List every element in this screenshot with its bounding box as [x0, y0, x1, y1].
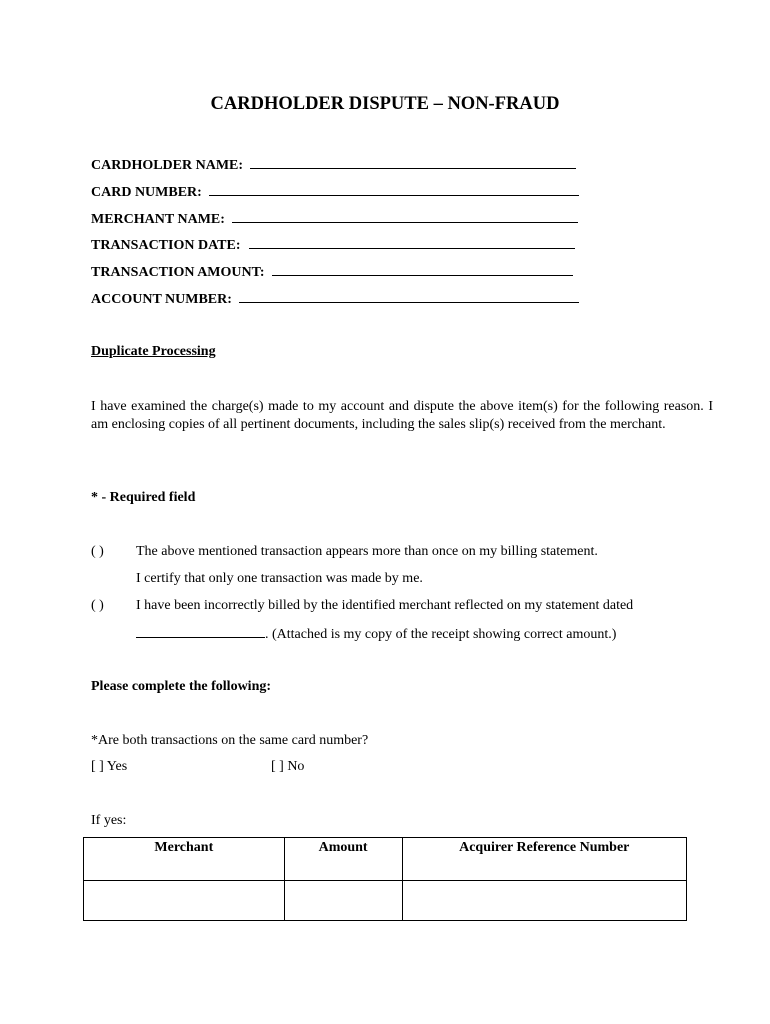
cardholder-name-label: CARDHOLDER NAME:: [91, 158, 244, 173]
complete-following-heading: Please complete the following:: [91, 679, 272, 694]
transaction-amount-row: [91, 263, 573, 281]
account-number-field[interactable]: [239, 290, 579, 303]
reference-table: [83, 837, 687, 921]
option-2-date-row: [136, 625, 616, 643]
statement-date-field[interactable]: [136, 625, 265, 638]
merchant-cell[interactable]: [84, 881, 285, 921]
acquirer-reference-column-header: Acquirer Reference Number: [402, 838, 687, 881]
card-number-label: CARD NUMBER:: [91, 185, 202, 200]
transaction-amount-field[interactable]: [272, 263, 573, 276]
page-title: CARDHOLDER DISPUTE – NON-FRAUD: [210, 94, 560, 114]
yes-checkbox[interactable]: [ ] Yes: [91, 759, 128, 774]
merchant-column-header: Merchant: [84, 838, 285, 881]
account-number-row: [91, 290, 579, 308]
merchant-name-row: [91, 210, 578, 228]
table-header-row: [84, 838, 687, 881]
same-card-question: *Are both transactions on the same card number?: [91, 733, 369, 748]
option-2-radio[interactable]: ( ): [91, 598, 104, 613]
card-number-field[interactable]: [209, 183, 579, 196]
option-2-text: I have been incorrectly billed by the identified merchant reflected on my statement dated: [136, 598, 634, 613]
cardholder-name-row: [91, 156, 576, 174]
account-number-label: ACCOUNT NUMBER:: [91, 292, 232, 307]
transaction-date-field[interactable]: [249, 236, 575, 249]
acquirer-reference-cell[interactable]: [402, 881, 687, 921]
duplicate-processing-heading: Duplicate Processing: [91, 344, 216, 359]
card-number-row: [91, 183, 579, 201]
option-2-receipt-text: . (Attached is my copy of the receipt showing correct amount.): [265, 627, 617, 642]
merchant-name-label: MERCHANT NAME:: [91, 212, 225, 227]
option-1-radio[interactable]: ( ): [91, 544, 104, 559]
option-1-certify-text: I certify that only one transaction was made by me.: [136, 571, 423, 586]
transaction-date-row: [91, 236, 575, 254]
table-row: [84, 881, 687, 921]
cardholder-name-field[interactable]: [250, 156, 576, 169]
amount-cell[interactable]: [284, 881, 402, 921]
if-yes-label: If yes:: [91, 813, 127, 828]
transaction-amount-label: TRANSACTION AMOUNT:: [91, 265, 265, 280]
no-checkbox[interactable]: [ ] No: [271, 759, 305, 774]
transaction-date-label: TRANSACTION DATE:: [91, 238, 241, 253]
option-1-text: The above mentioned transaction appears more than once on my billing statement.: [136, 544, 598, 559]
required-field-note: * - Required field: [91, 490, 196, 505]
merchant-name-field[interactable]: [232, 210, 578, 223]
amount-column-header: Amount: [284, 838, 402, 881]
dispute-statement: I have examined the charge(s) made to my account and dispute the above item(s) for the following reason. I am enclosing copies of all pertinent documents, including the sales slip(s) received from the merchant.: [91, 399, 713, 432]
